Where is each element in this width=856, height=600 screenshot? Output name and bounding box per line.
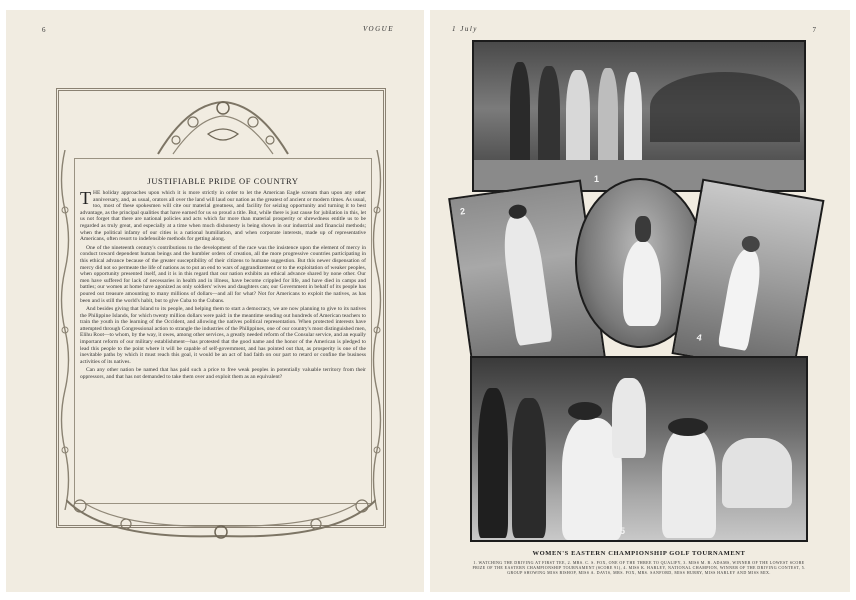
- right-vine-ornament: [368, 150, 386, 510]
- article-paragraph: [80, 190, 366, 243]
- paragraph-text: HE holiday approaches upon which it is more strictly in order to let the American Eagle scream than upon any other anniversary, and, as usual, orators all over the land will laud our nation as the greatest of ancient or modern times. As usual, too, most of these spokesmen will cite our material greatness, and facility for seizing opportunity and turning it to best advantage, as the principal qualities that have earned for us so proud a title. But, while there is just cause for jubilation in this, let us not forget that there are national policies and acts which far more than material prosperity or shrewdness entitle us to be regarded as truly great, and especially at a time when much dishonesty is being shown in our industrial and financial methods; when the political infamy of our cities is a national humiliation, and when corporate interests, made up of representative Americans, often resort to indefensible methods for getting along.: [80, 190, 366, 243]
- caption-text: 1. WATCHING THE DRIVING AT FIRST TEE, 2. MRS. C. S. FOX, ONE OF THE THREE TO QUALIFY, 3. MISS M. B. ADAMS, WINNER OF THE LOWEST SCORE PRIZE OF THE EASTERN CHAMPIONSHIP TOURNAMENT (SCORE 91), 4. MISS K. HARLEY, NATIONAL CHAMPION, WINNER OF THE DRIVING CONTEST, 5. GROUP SHOWING MISS BISHOP, MISS A. DAVIS, MRS. FOX, MRS. SANFORD, MISS HURRY, MISS HARLEY AND MISS MIX.: [472, 560, 806, 576]
- left-vine-ornament: [56, 150, 74, 510]
- photo-number: 5: [620, 526, 626, 536]
- running-head: VOGUE: [362, 25, 394, 33]
- photo-miss-harley: [671, 179, 824, 376]
- drop-cap: T: [80, 190, 91, 208]
- page-number: 7: [812, 26, 816, 34]
- right-page: [430, 10, 850, 592]
- left-page: [6, 10, 424, 592]
- photo-number: 4: [695, 332, 703, 343]
- floral-crest-ornament: [148, 94, 298, 158]
- article-paragraph: Can any other nation be named that has paid such a price to free weak peoples in potentially valuable territory from their oppressors, and that has not demanded to take them over and exploit them as an equivalent?: [80, 367, 366, 381]
- photo-number: 3: [589, 192, 595, 202]
- article-paragraph: And besides giving that Island to its people, and helping them to start a democracy, we are now planning to give to its natives the Philippine Islands, for which twenty million dollars were paid: in the meantime sending out hundreds of American teachers to train the youth in the learning of the Occident, and allowing the natives political representation. When protected interests have attempted through Congressional action to strangle the industries of the Philippines, one of our country's most distinguished men, Elihu Root—to whom, by the way, it owes, among other services, a greatly needed reform of the Consular service, and an equally important reform of our military establishment—has protested that the good name and the honor of the American is pledged to lead this people to the point where it will be capable of self-government, and has pointed out that, as prosperity is one of the inevitable paths by which it must reach this goal, it would be an act of bad faith on our part to retard or confine the business activities of its natives.: [80, 306, 366, 365]
- photo-spectators-first-tee: [472, 40, 806, 192]
- photo-number: 2: [459, 206, 466, 217]
- date-line: 1 July: [452, 25, 478, 33]
- photo-number: 1: [594, 174, 600, 184]
- photo-seated-group: [470, 356, 808, 542]
- caption-title: WOMEN'S EASTERN CHAMPIONSHIP GOLF TOURNAMENT: [532, 550, 746, 557]
- page-number: 6: [42, 26, 46, 34]
- article-body: [80, 190, 366, 498]
- article-paragraph: One of the nineteenth century's contributions to the development of the race was the insistence upon the element of mercy in conduct toward dependent human beings and the humbler orders of creation, all the more progressive countries participating in this ethical advance because of the greater susceptibility of their citizens to humane suggestion. But this newer dispensation of mercy did not so permeate the life of nations as to put an end to wars of aggrandizement or to the exploitation of weaker peoples, when opportunity presented itself, and it is in this regard that our nation exhibits an ethical advance shared by none other. Our men have suffered for lack of necessaries in health and in illness, have become crippled for life, and have died in camps and battles; our women at home have agonized as only soldiers' wives and daughters can; our Government in behalf of its people has poured out treasure amounting to many millions of dollars—and all for what? Not for Americans to exploit the natives, as has been and is still the world's habit, but to give Cuba to the Cubans.: [80, 244, 366, 304]
- floral-foot-ornament: [66, 490, 376, 546]
- article-title: JUSTIFIABLE PRIDE OF COUNTRY: [147, 176, 299, 186]
